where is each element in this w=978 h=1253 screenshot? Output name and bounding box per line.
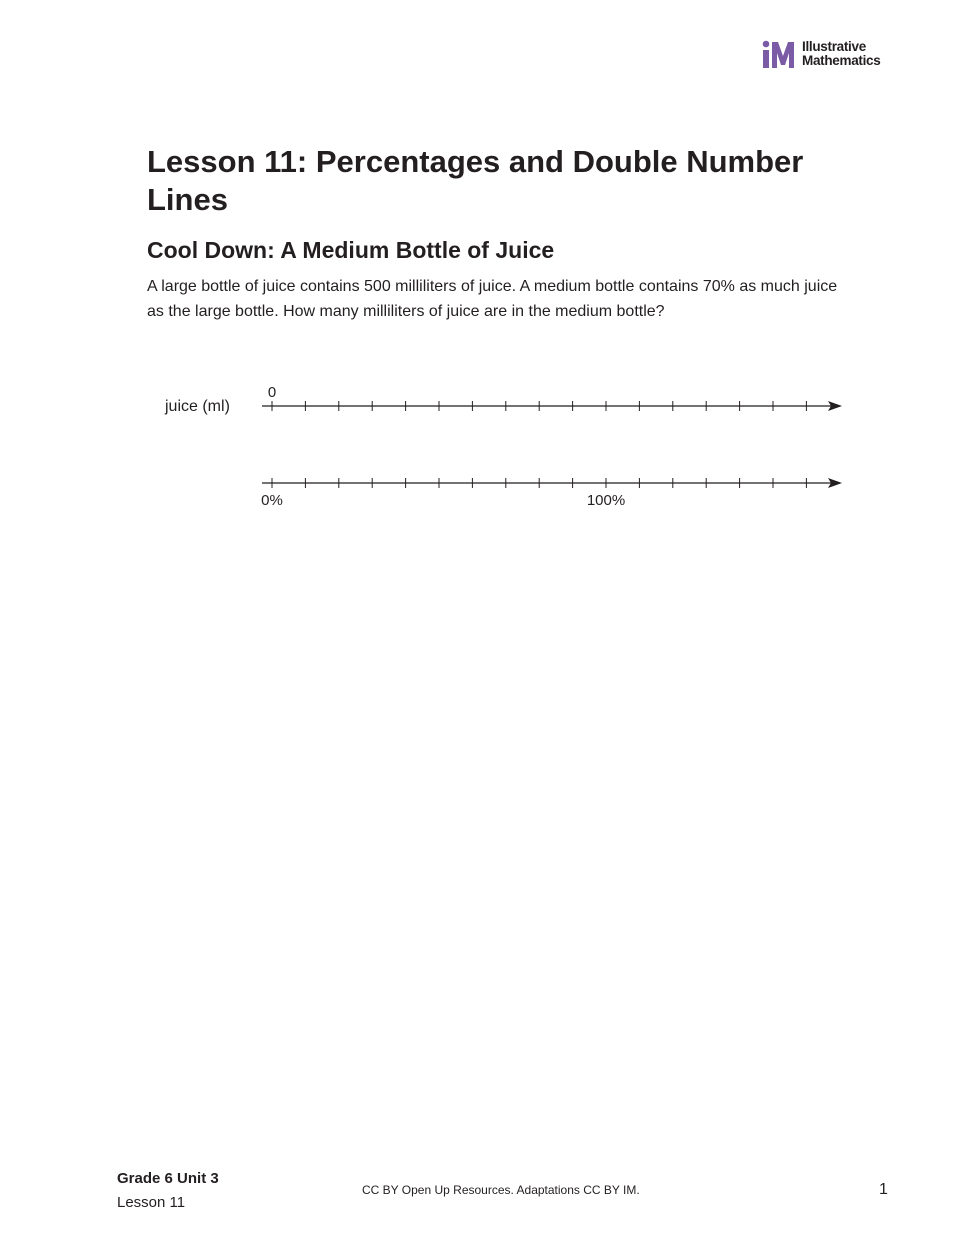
problem-text: A large bottle of juice contains 500 milliliters of juice. A medium bottle contains 70% as much juice as the large bottle. How many milliliters of juice are in the medium bottle? <box>147 278 838 320</box>
logo-line-1: Illustrative <box>802 39 866 54</box>
bottom-hundred-percent-label: 100% <box>586 492 626 509</box>
page-title: Lesson 11: Percentages and Double Number Lines <box>147 144 804 217</box>
bottom-zero-percent-label: 0% <box>261 492 283 509</box>
footer-lesson: Lesson 11 <box>117 1194 186 1211</box>
footer-license: CC BY Open Up Resources. Adaptations CC BY IM. <box>362 1183 640 1197</box>
logo-line-2: Mathematics <box>802 53 881 68</box>
logo-wordmark <box>802 40 880 68</box>
bottom-number-line <box>262 478 842 488</box>
section-title: Cool Down: A Medium Bottle of Juice <box>147 237 555 263</box>
im-logo <box>762 40 892 70</box>
double-number-line <box>150 370 860 520</box>
footer-course-info <box>117 1168 219 1216</box>
top-zero-label: 0 <box>267 384 277 401</box>
top-line-label: juice (ml) <box>165 398 230 415</box>
page-number: 1 <box>879 1181 888 1198</box>
top-number-line <box>262 401 842 411</box>
footer-grade-unit: Grade 6 Unit 3 <box>117 1170 219 1187</box>
im-logo-icon <box>762 40 796 70</box>
